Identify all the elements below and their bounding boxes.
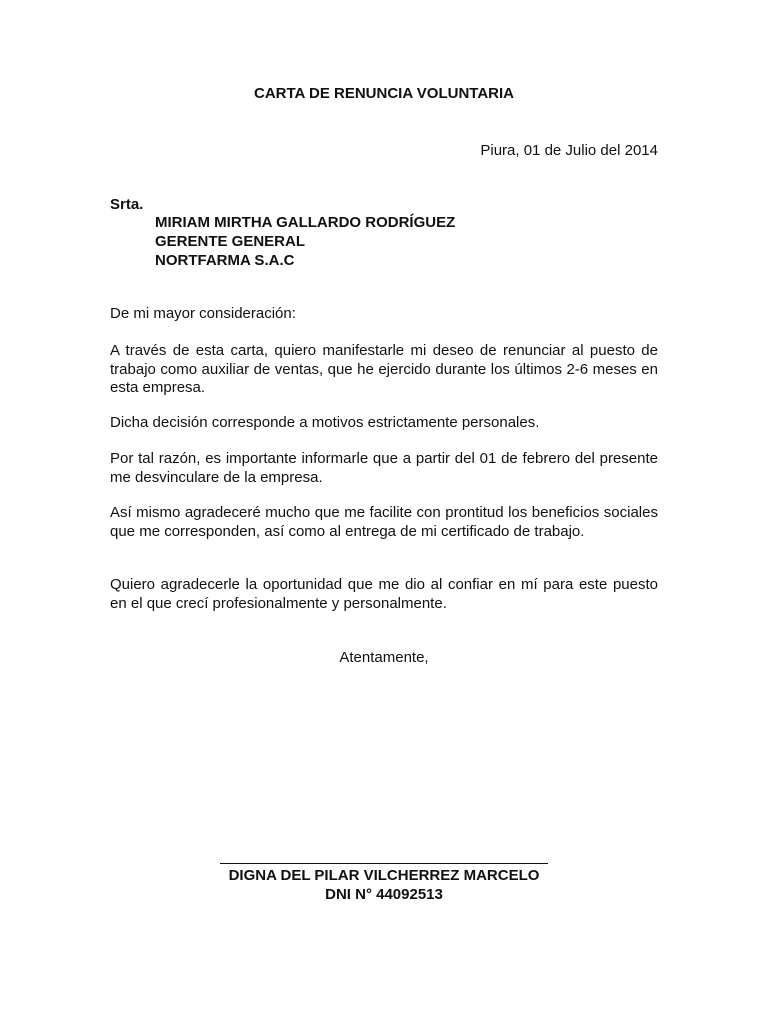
salutation: Srta. (110, 196, 144, 213)
recipient-name: MIRIAM MIRTHA GALLARDO RODRÍGUEZ (155, 214, 456, 231)
recipient-position: GERENTE GENERAL (155, 233, 306, 250)
signer-id: DNI N° 44092513 (325, 886, 443, 903)
paragraph-effective-date: Por tal razón, es importante informarle que a partir del 01 de febrero del presente me desvinculare de la empresa. (110, 450, 658, 486)
greeting: De mi mayor consideración: (110, 305, 296, 322)
paragraph-thanks: Quiero agradecerle la oportunidad que me dio al confiar en mí para este puesto en el que crecí profesionalmente y personalmente. (110, 576, 658, 612)
paragraph-benefits: Así mismo agradeceré mucho que me facilite con prontitud los beneficios sociales que me corresponden, así como al entrega de mi certificado de trabajo. (110, 504, 658, 540)
signer-name: DIGNA DEL PILAR VILCHERREZ MARCELO (228, 867, 540, 884)
closing: Atentamente, (339, 649, 429, 666)
recipient-company: NORTFARMA S.A.C (155, 252, 295, 269)
paragraph-reason: Dicha decisión corresponde a motivos estrictamente personales. (110, 414, 540, 431)
paragraph-resignation: A través de esta carta, quiero manifestarle mi deseo de renunciar al puesto de trabajo como auxiliar de ventas, que he ejercido durante los últimos 2-6 meses en esta empresa. (110, 342, 658, 396)
signature-line (220, 863, 548, 864)
letter-title: CARTA DE RENUNCIA VOLUNTARIA (254, 85, 514, 102)
signer-block (0, 866, 768, 904)
letter-date: Piura, 01 de Julio del 2014 (480, 142, 658, 159)
recipient-block (155, 213, 455, 270)
